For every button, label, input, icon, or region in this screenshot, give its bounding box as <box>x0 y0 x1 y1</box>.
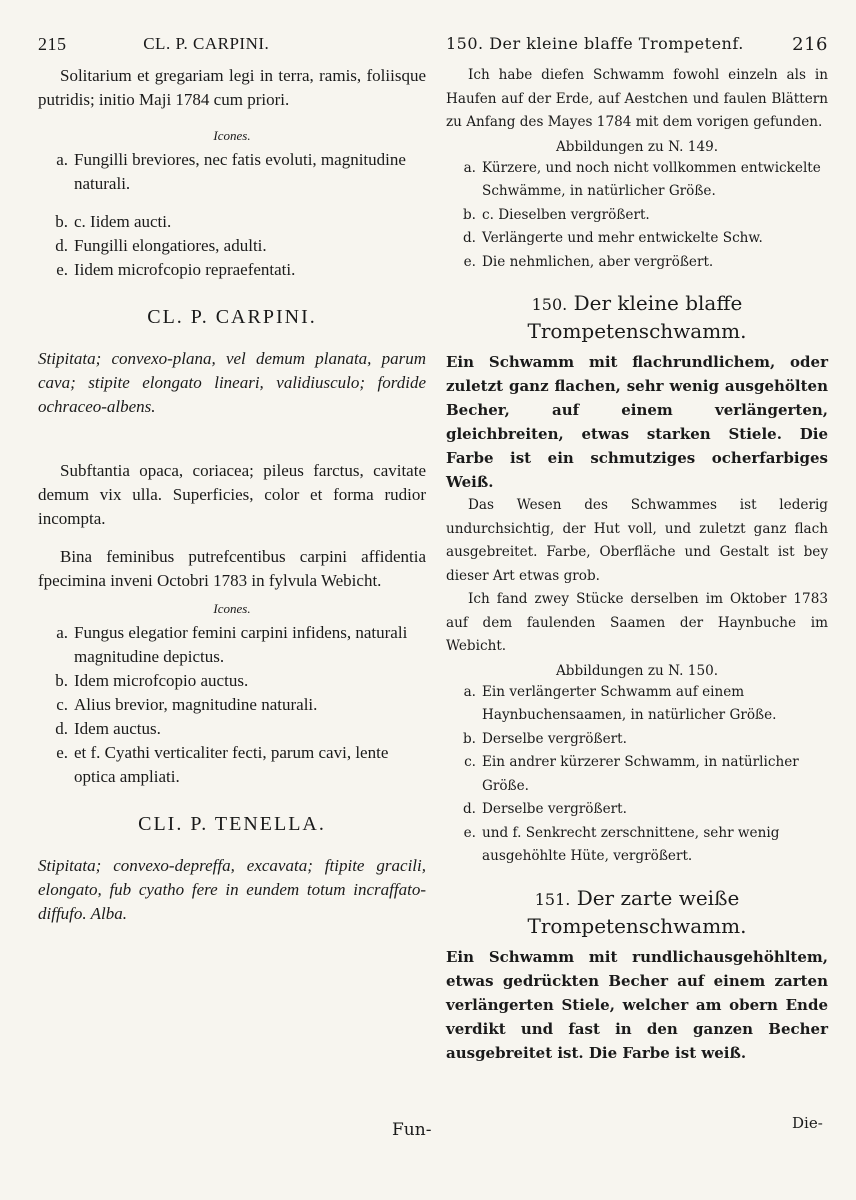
icones-heading-1: Icones. <box>213 128 251 143</box>
list-item: d. Idem auctus. <box>55 719 161 738</box>
list-item: d. Derselbe vergrößert. <box>462 801 627 817</box>
diagnosis-carpini: Stipitata; convexo-plana, vel demum planata, parum cava; stipite elongato lineari, validiusculo; fordide ochraceo-albens. <box>38 349 426 416</box>
abbildungen-list-1 <box>446 157 828 275</box>
list-item: a. Fungilli breviores, nec fatis evoluti, magnitudine naturali. <box>56 150 406 193</box>
left-catchword: Fun- <box>392 1120 432 1140</box>
species-heading-tenella: CLI. P. TENELLA. <box>138 813 326 835</box>
list-item: d. Fungilli elongatiores, adulti. <box>55 236 267 255</box>
diagnosis-tenella: Stipitata; convexo-depreffa, excavata; ftipite gracili, elongato, fub cyatho fere in eundem totum incraffato-diffufo. Alba. <box>38 856 426 923</box>
left-column <box>38 34 426 926</box>
list-item: c. Ein andrer kürzerer Schwamm, in natürlicher Größe. <box>464 754 799 794</box>
carpini-paragraph-2: Bina feminibus putrefcentibus carpini affidentia fpecimina inveni Octobri 1783 in fylvula Webicht. <box>38 547 426 590</box>
list-item: e. Iidem microfcopio repraefentati. <box>56 260 296 279</box>
list-item: a. Kürzere, und noch nicht vollkommen entwickelte Schwämme, in natürlicher Größe. <box>463 159 821 199</box>
list-item: e. Die nehmlichen, aber vergrößert. <box>463 253 714 270</box>
left-page-number: 215 <box>38 34 67 54</box>
icones-list-1 <box>38 148 426 282</box>
list-item: d. Verlängerte und mehr entwickelte Schw. <box>462 230 763 246</box>
list-item: b. Derselbe vergrößert. <box>462 730 627 747</box>
abbildungen-heading-1: Abbildungen zu N. 149. <box>555 138 719 155</box>
abbildungen-heading-2: Abbildungen zu N. 150. <box>555 662 719 679</box>
right-page-number: 216 <box>792 34 828 55</box>
list-item: a. Ein verlängerter Schwamm auf einem Haynbuchensaamen, in natürlicher Größe. <box>463 683 777 723</box>
list-item: a. Fungus elegatior femini carpini infidens, naturali magnitudine depictus. <box>56 623 408 666</box>
list-item: b. c. Iidem aucti. <box>55 212 172 231</box>
right-running-header <box>446 34 828 64</box>
right-intro-paragraph: Ich habe diefen Schwamm fowohl einzeln als in Haufen auf der Erde, auf Aestchen und faulen Blättern zu Anfang des Mayes 1784 mit dem vorigen gefunden. <box>446 67 828 130</box>
list-item: b. c. Dieselben vergrößert. <box>462 206 650 223</box>
list-item: c. Alius brevior, magnitudine naturali. <box>56 695 318 714</box>
species-heading-150: 150. Der kleine blaffe Trompetenschwamm. <box>527 291 747 343</box>
left-running-title: CL. P. CARPINI. <box>143 34 270 53</box>
carpini-paragraph-1: Subftantia opaca, coriacea; pileus farctus, cavitate demum vix ulla. Superficies, color et forma rudior incompta. <box>38 461 426 528</box>
icones-heading-2: Icones. <box>213 601 251 616</box>
list-item: e. und f. Senkrecht zerschnittene, sehr wenig ausgehöhlte Hüte, vergrößert. <box>463 824 780 864</box>
list-item: e. et f. Cyathi verticaliter fecti, parum cavi, lente optica ampliati. <box>56 743 389 786</box>
list-item: b. Idem microfcopio auctus. <box>55 671 249 690</box>
species-heading-151: 151. Der zarte weiße Trompetenschwamm. <box>527 885 747 938</box>
abbildungen-list-2 <box>446 681 828 869</box>
icones-list-2 <box>38 621 426 789</box>
150-paragraph-2: Ich fand zwey Stücke derselben im Oktober 1783 auf dem faulenden Saamen der Haynbuche im Webicht. <box>446 591 828 654</box>
right-catchword: Die- <box>792 1114 823 1132</box>
description-150: Ein Schwamm mit flachrundlichem, oder zuletzt ganz flachen, sehr wenig ausgehölten Becher, auf einem verlängerten, gleichbreiten, etwas starken Stiele. Die Farbe ist ein schmutziges ocherfarbiges Weiß. <box>446 353 828 491</box>
description-151: Ein Schwamm mit rundlichausgehöhltem, etwas gedrückten Becher auf einem zarten verlängerten Stiele, welcher am obern Ende verdikt und fast in den ganzen Becher ausgebreitet ist. Die Farbe ist weiß. <box>446 947 828 1062</box>
species-heading-carpini: CL. P. CARPINI. <box>147 306 317 328</box>
right-running-title: 150. Der kleine blaffe Trompetenf. <box>446 34 744 53</box>
150-paragraph-1: Das Wesen des Schwammes ist lederig undurchsichtig, der Hut voll, und zuletzt ganz flach ausgebreitet. Farbe, Oberfläche und Gestalt ist bey dieser Art etwas grob. <box>446 497 828 584</box>
left-intro-paragraph: Solitarium et gregariam legi in terra, ramis, foliisque putridis; initio Maji 1784 cum priori. <box>38 66 426 109</box>
right-column <box>446 34 828 1065</box>
left-running-header <box>38 34 426 64</box>
